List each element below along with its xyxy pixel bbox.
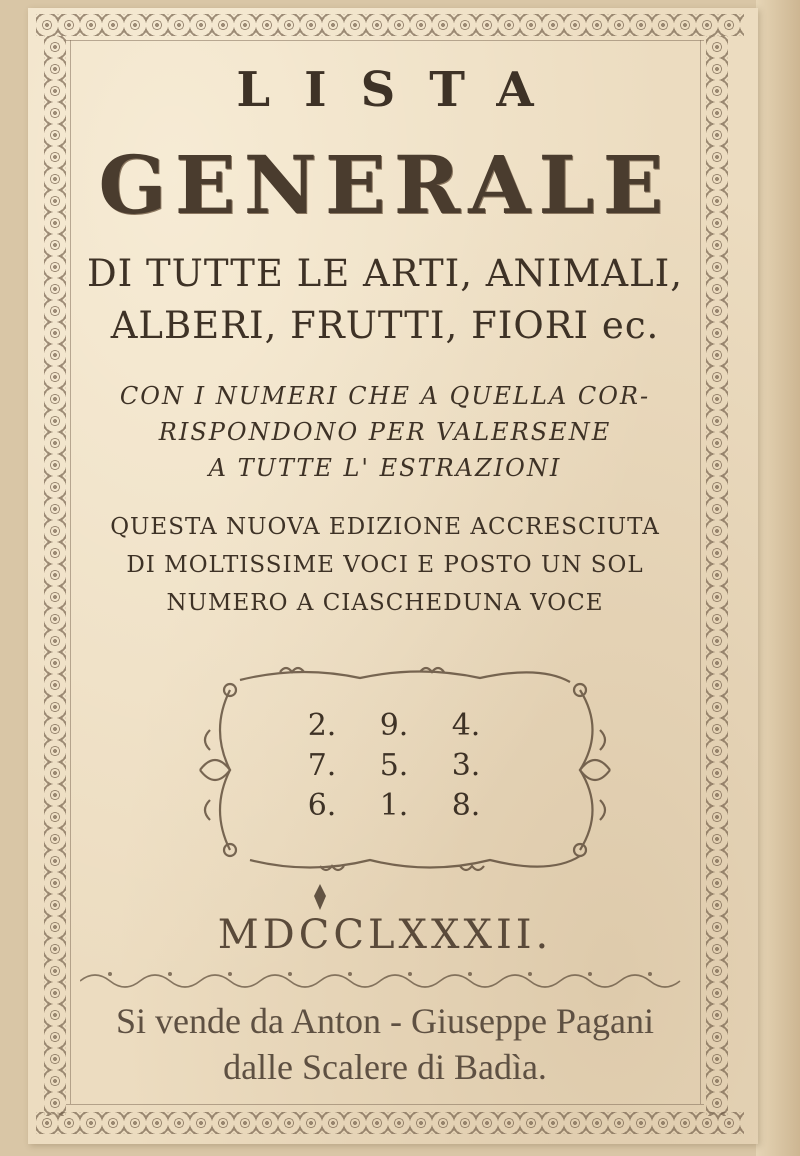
frame-rule-bottom — [66, 1104, 704, 1105]
number-cell: 9. — [379, 708, 409, 743]
number-cell: 3. — [451, 748, 481, 783]
ornamental-border-left-icon — [44, 36, 66, 1116]
frame-rule-right — [700, 40, 701, 1104]
number-cell: 1. — [379, 788, 409, 823]
title-line-alberi: ALBERI, FRUTTI, FIORI ec. — [110, 304, 660, 347]
title-generale: GENERALE — [98, 138, 672, 232]
ornamental-border-bottom-icon — [36, 1112, 744, 1134]
number-cell: 4. — [451, 708, 481, 743]
page-edge-shadow — [756, 0, 800, 1156]
edition-note-line-3: NUMERO A CIASCHEDUNA VOCE — [166, 590, 604, 616]
frame-rule-top — [66, 40, 704, 41]
edition-note-line-1: QUESTA NUOVA EDIZIONE ACCRESCIUTA — [110, 514, 660, 540]
subtitle-line-1: CON I NUMERI CHE A QUELLA COR- — [119, 382, 651, 410]
number-cell: 7. — [307, 748, 337, 783]
subtitle-line-3: A TUTTE L' ESTRAZIONI — [208, 454, 562, 482]
number-cell: 6. — [307, 788, 337, 823]
ornamental-border-right-icon — [706, 36, 728, 1116]
title-lista: LISTA — [236, 62, 568, 118]
ornamental-divider-icon — [80, 966, 690, 996]
number-cell: 2. — [307, 708, 337, 743]
lottery-numbers-grid — [292, 708, 502, 828]
imprint-line-2: dalle Scalere di Badìa. — [223, 1047, 547, 1087]
ornamental-border-top-icon — [36, 14, 744, 36]
number-cell: 8. — [451, 788, 481, 823]
subtitle-line-2: RISPONDONO PER VALERSENE — [158, 418, 612, 446]
printer-dingbat-icon — [300, 882, 340, 912]
number-cell: 5. — [379, 748, 409, 783]
imprint-line-1: Si vende da Anton - Giuseppe Pagani — [116, 1001, 654, 1041]
title-line-arti: DI TUTTE LE ARTI, ANIMALI, — [86, 252, 684, 295]
edition-note-line-2: DI MOLTISSIME VOCI E POSTO UN SOL — [126, 552, 644, 578]
publication-year: MDCCLXXXII. — [217, 912, 553, 958]
